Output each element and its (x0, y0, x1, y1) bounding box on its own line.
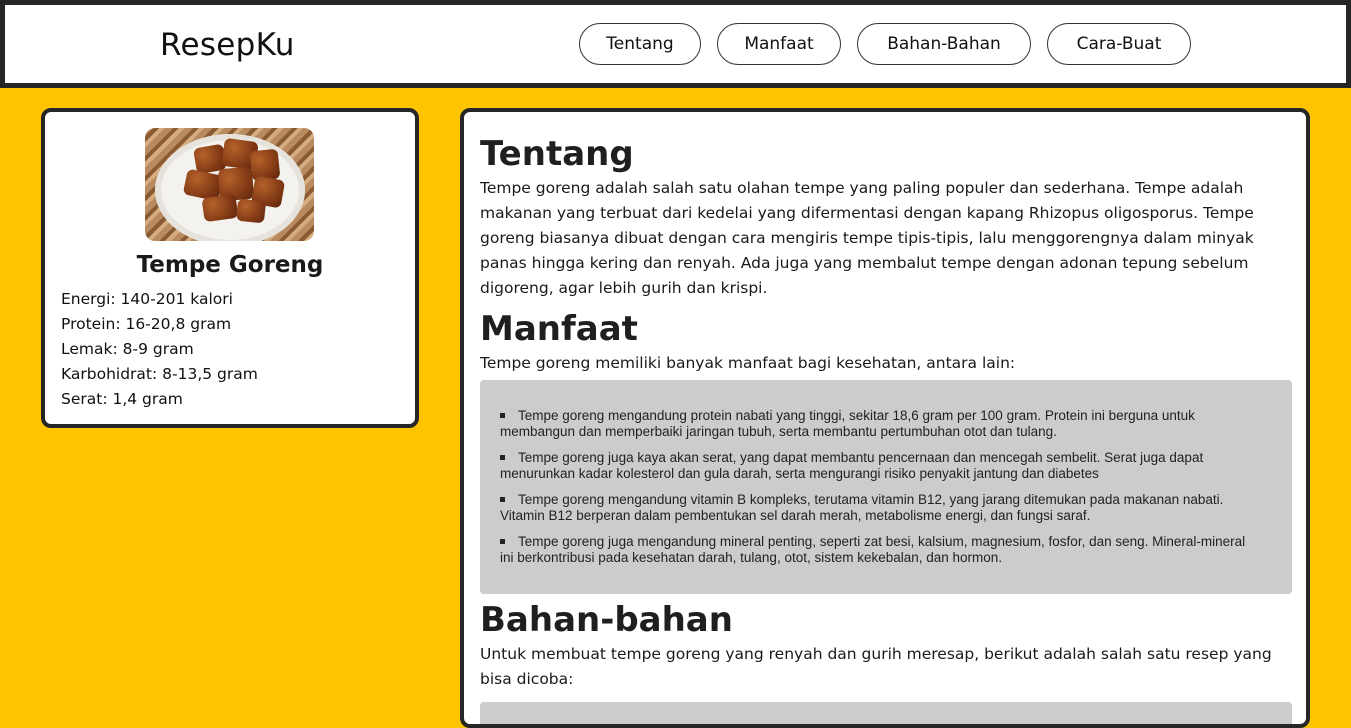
benefit-item: Tempe goreng juga kaya akan serat, yang dapat membantu pencernaan dan mencegah sembelit. Serat juga dapat menurunkan kadar kolesterol dan gula darah, serta mengurangi risiko penyakit jantung dan diabetes (500, 450, 1204, 481)
section-title-manfaat: Manfaat (480, 309, 638, 349)
brand-logo[interactable]: ResepKu (160, 27, 295, 63)
food-info-card (41, 108, 419, 428)
square-bullet-icon (500, 455, 505, 460)
nav-button-bahan-bahan[interactable]: Bahan-Bahan (857, 23, 1031, 65)
section-text-tentang: Tempe goreng adalah salah satu olahan tempe yang paling populer dan sederhana. Tempe adalah makanan yang terbuat dari kedelai yang difermentasi dengan kapang Rhizopus oligosporus. Tempe goreng biasanya dibuat dengan cara mengiris tempe tipis-tipis, lalu menggorengnya dalam minyak panas hingga kering dan renyah. Ada juga yang membalut tempe dengan adonan tepung sebelum digoreng, agar lebih gurih dan krispi. (480, 179, 1254, 297)
benefits-list (500, 408, 1262, 566)
benefit-item: Tempe goreng juga mengandung mineral penting, seperti zat besi, kalsium, magnesium, fosfor, dan seng. Mineral-mineral ini berkontribusi pada kesehatan darah, tulang, otot, sistem kekebalan, dan hormon. (500, 534, 1246, 565)
nutrition-item: Protein: 16-20,8 gram (61, 315, 232, 333)
nav-button-tentang[interactable]: Tentang (579, 23, 701, 65)
section-tentang (480, 132, 1292, 301)
nutrition-item: Energi: 140-201 kalori (61, 290, 233, 308)
article-content (480, 132, 1292, 728)
article-card[interactable] (460, 108, 1310, 728)
section-bahan (480, 598, 1292, 728)
food-title: Tempe Goreng (136, 252, 324, 278)
food-image (145, 128, 314, 241)
section-intro-bahan: Untuk membuat tempe goreng yang renyah dan gurih meresap, berikut adalah salah satu resep yang bisa dicoba: (480, 645, 1272, 688)
section-title-bahan: Bahan-bahan (480, 600, 733, 640)
benefit-item: Tempe goreng mengandung protein nabati yang tinggi, sekitar 18,6 gram per 100 gram. Protein ini berguna untuk membangun dan memperbaiki jaringan tubuh, serta membantu pertumbuhan otot dan tulang. (500, 408, 1195, 439)
main-nav (579, 23, 1191, 65)
nav-button-cara-buat[interactable]: Cara-Buat (1047, 23, 1191, 65)
section-manfaat (480, 307, 1292, 594)
nutrition-item: Serat: 1,4 gram (61, 390, 183, 408)
square-bullet-icon (500, 539, 505, 544)
square-bullet-icon (500, 413, 505, 418)
nutrition-item: Karbohidrat: 8-13,5 gram (61, 365, 258, 383)
nutrition-list (61, 287, 258, 412)
benefits-box (480, 380, 1292, 594)
section-intro-manfaat: Tempe goreng memiliki banyak manfaat bagi kesehatan, antara lain: (480, 354, 1016, 372)
benefit-item: Tempe goreng mengandung vitamin B kompleks, terutama vitamin B12, yang jarang ditemukan pada makanan nabati. Vitamin B12 berperan dalam pembentukan sel darah merah, metabolisme energi, dan fungsi saraf. (500, 492, 1224, 523)
section-title-tentang: Tentang (480, 134, 634, 174)
site-header (0, 0, 1351, 88)
nutrition-item: Lemak: 8-9 gram (61, 340, 194, 358)
ingredients-box (480, 702, 1292, 728)
square-bullet-icon (500, 497, 505, 502)
nav-button-manfaat[interactable]: Manfaat (717, 23, 841, 65)
